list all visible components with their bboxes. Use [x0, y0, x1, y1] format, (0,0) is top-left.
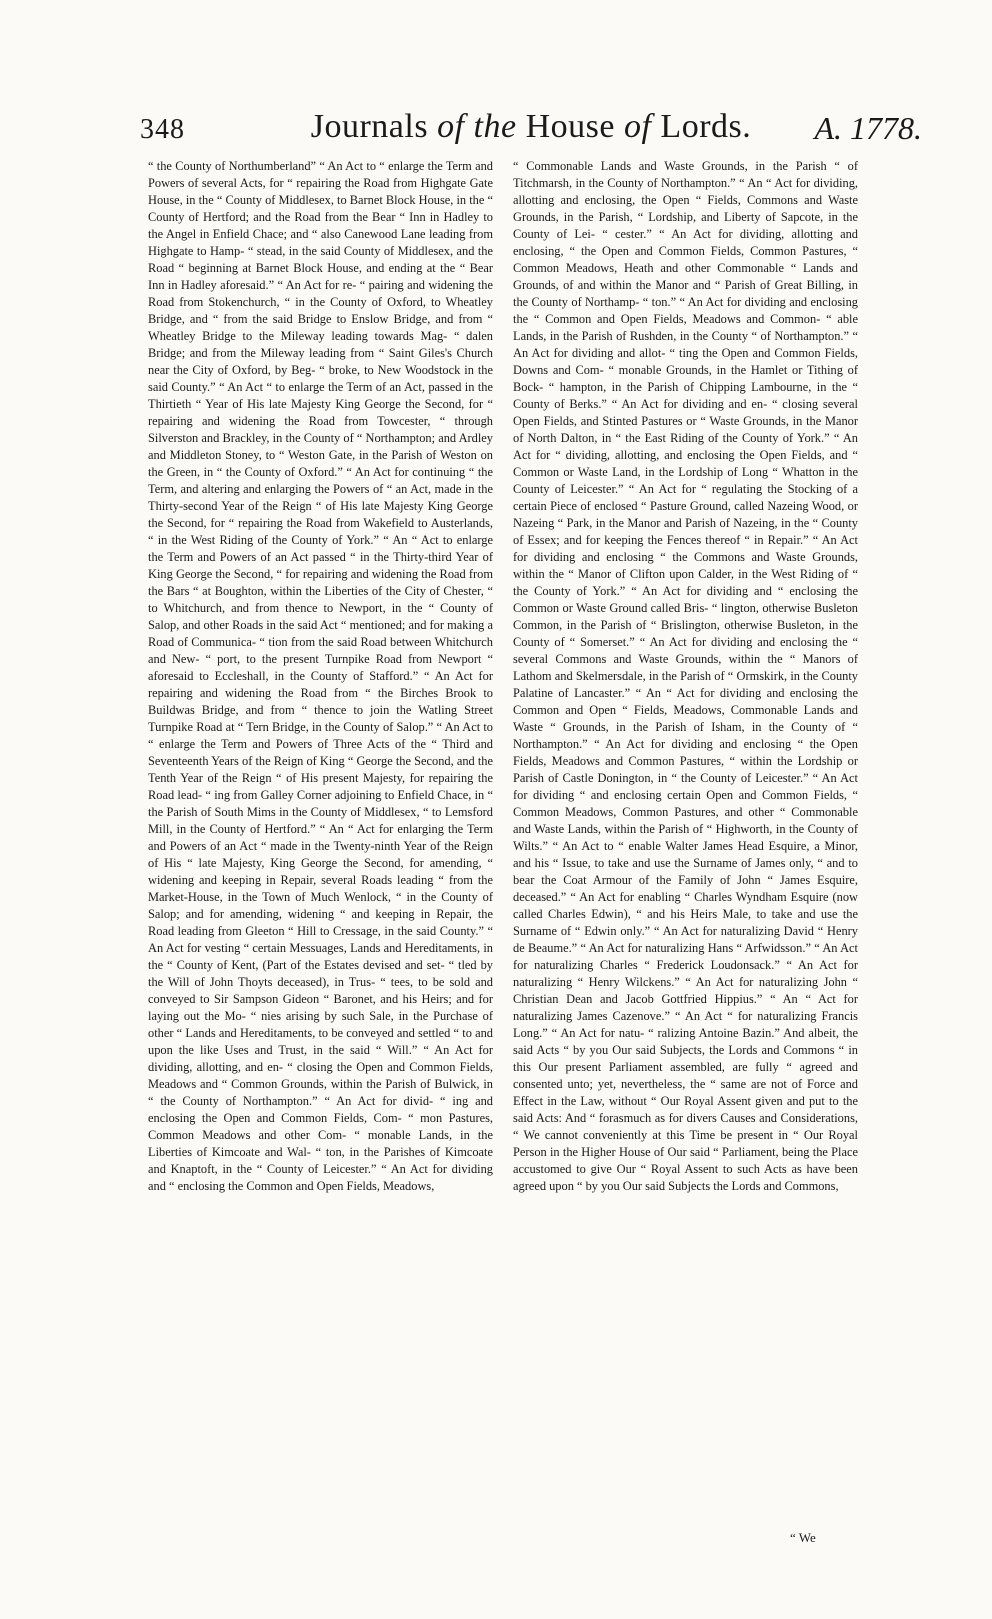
title-of-1: of: [437, 108, 465, 145]
title-house: House: [525, 108, 615, 145]
page-number: 348: [140, 114, 185, 145]
right-column-text: “ Commonable Lands and Waste Grounds, in the Parish “ of Titchmarsh, in the County of Northampton.” “ An “ Act for dividing, allotting and enclosing, the Open “ Fields, Commons and Waste Grounds, in the Parish, “ Lordship, and Liberty of Sapcote, in the County of Lei- “ cester.” “ An Act for dividing, allotting and enclosing, “ the Open and Common Fields, Common Pastures, “ Common Meadows, Heath and other Commonable “ Lands and Grounds, of and within the Manor and “ Parish of Great Billing, in the County of Northamp- “ ton.” “ An Act for dividing and enclosing the “ Common and Open Fields, Meadows and Common- “ able Lands, in the Parish of Rushden, in the County “ of Northampton.” “ An Act for dividing and allot- “ ting the Open and Common Fields, Downs and Com- “ monable Grounds, in the Hamlet or Tithing of Bock- “ hampton, in the Parish of Chipping Lambourne, in the “ County of Berks.” “ An Act for dividing and en- “ closing several Open Fields, and Stinted Pastures or “ Waste Grounds, in the Manor of North Dalton, in “ the East Riding of the County of York.” “ An Act for “ dividing, allotting, and enclosing the Open Fields, and “ Common or Waste Land, in the Lordship of Long “ Whatton in the County of Leicester.” “ An Act for “ regulating the Stocking of a certain Piece of enclosed “ Pasture Ground, called Nazeing Wood, or Nazeing “ Park, in the Manor and Parish of Nazeing, in the “ County of Essex; and for keeping the Fences thereof “ in Repair.” “ An Act for dividing and enclosing “ the Commons and Waste Grounds, within the “ Manor of Clifton upon Calder, in the West Riding of “ the County of York.” “ An Act for dividing and “ enclosing the Common or Waste Ground called Bris- “ lington, otherwise Busleton Common, in the Parish of “ Brislington, otherwise Busleton, in the County of “ Somerset.” “ An Act for dividing and enclosing the “ several Commons and Waste Grounds, within the “ Manors of Lathom and Skelmersdale, in the Parish of “ Ormskirk, in the County Palatine of Lancaster.” “ An “ Act for dividing and enclosing the Common and Open “ Fields, Meadows, Commonable Lands and Waste “ Grounds, in the Parish of Isham, in the County of “ Northampton.” “ An Act for dividing and enclosing “ the Open Fields, Meadows and Common Pastures, “ within the Lordship or Parish of Castle Donington, in “ the County of Leicester.” “ An Act for dividing “ and enclosing certain Open and Common Fields, “ Common Meadows, Common Pastures, and other “ Commonable and Waste Lands, within the Parish of “ Highworth, in the County of Wilts.” “ An Act to “ enable Walter James Head Esquire, a Minor, and his “ Issue, to take and use the Surname of James only, “ and to bear the Coat Armour of the Family of John “ James Esquire, deceased.” “ An Act for enabling “ Charles Wyndham Esquire (now called Charles Edwin), “ and his Heirs Male, to take and use the Surname of “ Edwin only.” “ An Act for naturalizing David “ Henry de Beaume.” “ An Act for naturalizing Hans “ Arfwidsson.” “ An Act for naturalizing Charles “ Frederick Loudonsack.” “ An Act for naturalizing “ Henry Wilckens.” “ An Act for naturalizing John “ Christian Dean and Jacob Gottfried Hippius.” “ An “ Act for naturalizing James Cazenove.” “ An Act “ for naturalizing Francis Long.” “ An Act for natu- “ ralizing Antoine Bazin.” And albeit, the said Acts “ by you Our said Subjects, the Lords and Commons “ in this Our present Parliament assembled, are fully “ agreed and consented unto; yet, nevertheless, the “ same are not of Force and Effect in the Law, without “ Our Royal Assent given and put to the said Acts: And “ forasmuch as for divers Causes and Considerations, “ We cannot conveniently at this Time be present in “ Our Royal Person in the Higher House of Our said “ Parliament, being the Place accustomed to give Our “ Royal Assent to such Acts as have been agreed upon “ by you Our said Subjects the Lords and Commons,: [513, 159, 858, 1193]
page-header: [140, 108, 922, 152]
catchword: “ We: [790, 1530, 816, 1545]
left-column-text: “ the County of Northumberland” “ An Act to “ enlarge the Term and Powers of several Acts, for “ repairing the Road from Highgate Gate House, in the “ County of Middlesex, to Barnet Block House, in the “ County of Hertford; and the Road from the Bear “ Inn in Hadley to the Angel in Enfield Chace; and “ also Canewood Lane leading from Highgate to Hamp- “ stead, in the said County of Middlesex, and the Road “ beginning at Barnet Block House, and ending at the “ Bear Inn in Hadley aforesaid.” “ An Act for re- “ pairing and widening the Road from Stokenchurch, “ in the County of Oxford, to Wheatley Bridge, and “ from the said Bridge to Enslow Bridge, and from “ Wheatley Bridge to the Mileway leading towards Mag- “ dalen Bridge; and from the Mileway leading from “ Saint Giles's Church near the City of Oxford, by Beg- “ broke, to New Woodstock in the said County.” “ An Act “ to enlarge the Term of an Act, passed in the Thirtieth “ Year of His late Majesty King George the Second, for “ repairing and widening the Road from Towcester, “ through Silverston and Brackley, in the County of “ Northampton; and Ardley and Middleton Stoney, to “ Weston Gate, in the Parish of Weston on the Green, in “ the County of Oxford.” “ An Act for continuing “ the Term, and altering and enlarging the Powers of “ an Act, made in the Thirty-second Year of the Reign “ of His late Majesty King George the Second, for “ repairing the Road from Wakefield to Austerlands, “ in the West Riding of the County of York.” “ An “ Act to enlarge the Term and Powers of an Act passed “ in the Thirty-third Year of King George the Second, “ for repairing and widening the Road from the Bars “ at Boughton, within the Liberties of the City of Chester, “ to Whitchurch, and from thence to Newport, in the “ County of Salop, and other Roads in the said Act “ mentioned; and for making a Road of Communica- “ tion from the said Road between Whitchurch and New- “ port, to the present Turnpike Road from Newport “ aforesaid to Eccleshall, in the County of Stafford.” “ An Act for repairing and widening the Road from “ the Birches Brook to Buildwas Bridge, and from “ thence to join the Watling Street Turnpike Road at “ Tern Bridge, in the County of Salop.” “ An Act to “ enlarge the Term and Powers of Three Acts of the “ Third and Seventeenth Years of the Reign of King “ George the Second, and the Tenth Year of the Reign “ of His present Majesty, for repairing the Road lead- “ ing from Galley Corner adjoining to Enfield Chace, in “ the Parish of South Mims in the County of Middlesex, “ to Lemsford Mill, in the County of Hertford.” “ An “ Act for enlarging the Term and Powers of an Act “ made in the Twenty-ninth Year of the Reign of His “ late Majesty, King George the Second, for amending, “ widening and keeping in Repair, several Roads leading “ from the Market-House, in the Town of Much Wenlock, “ in the County of Salop; and for amending, widening “ and keeping in Repair, the Road leading from Gleeton “ Hill to Cressage, in the said County.” “ An Act for vesting “ certain Messuages, Lands and Hereditaments, in the “ County of Kent, (Part of the Estates devised and set- “ tled by the Will of John Thoyts deceased), in Trus- “ tees, to be sold and conveyed to Sir Sampson Gideon “ Baronet, and his Heirs; and for laying out the Mo- “ nies arising by such Sale, in the Purchase of other “ Lands and Hereditaments, to be conveyed and settled “ to and upon the like Uses and Trust, in the said “ Will.” “ An Act for dividing, allotting, and en- “ closing the Open and Common Fields, Meadows and “ Common Grounds, within the Parish of Bulwick, in “ the County of Northampton.” “ An Act for divid- “ ing and enclosing the Open and Common Fields, Com- “ mon Pastures, Common Meadows and other Com- “ monable Lands, in the Liberties of Kimcoate and Wal- “ ton, in the Parishes of Kimcoate and Knaptoft, in the “ County of Leicester.” “ An Act for dividing and “ enclosing the Common and Open Fields, Meadows,: [148, 159, 493, 1193]
title-of-2: of: [623, 108, 652, 145]
title-lords: Lords.: [660, 108, 752, 145]
year-marker: A. 1778.: [814, 110, 922, 146]
title-the: the: [473, 108, 517, 145]
running-title: [140, 108, 922, 146]
body-columns: [148, 158, 858, 1538]
title-journals: Journals: [310, 108, 429, 145]
